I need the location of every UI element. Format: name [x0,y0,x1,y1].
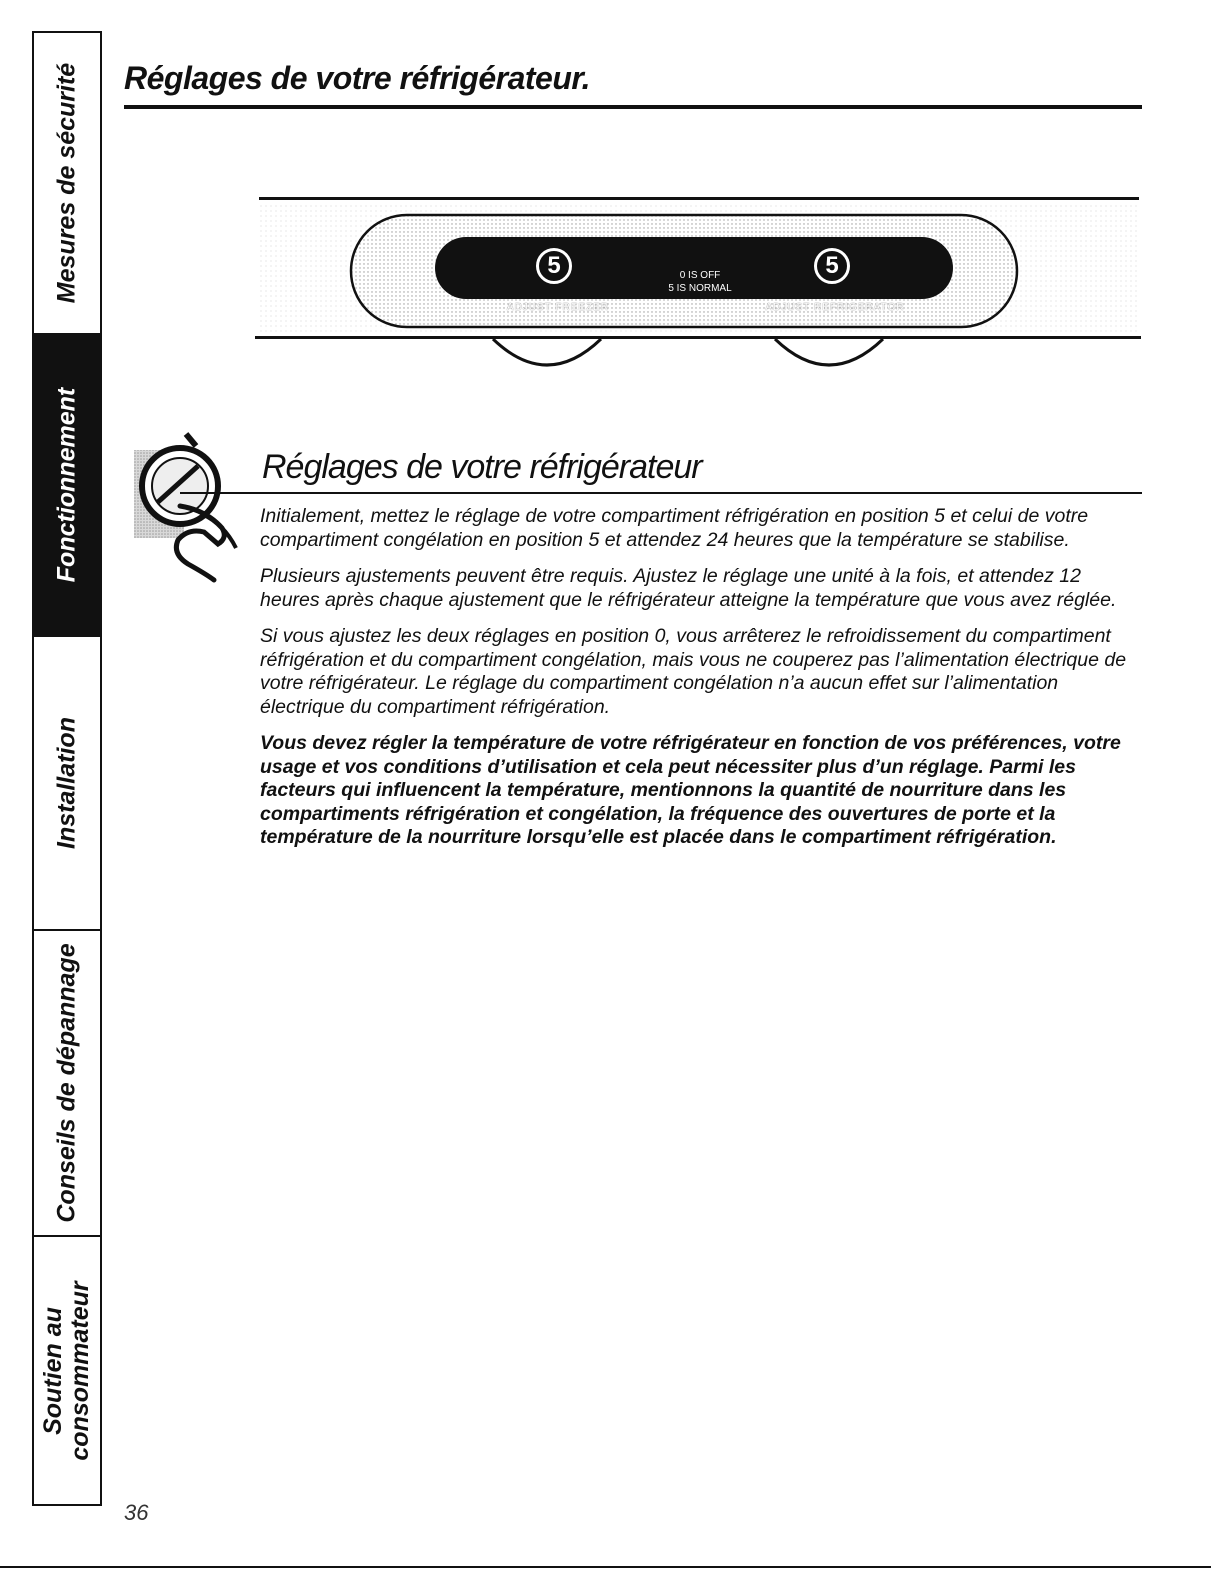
tab-mesures-de-securite[interactable] [34,33,100,335]
fridge-dial[interactable] [814,248,850,284]
control-panel-illustration [255,195,1141,385]
paragraph-preferences: Vous devez régler la température de votre réfrigérateur en fonction de vos préférences, votre usage et vos conditions d’utilisation et cela peut nécessiter plus d’un réglage. Parmi les facteurs qui influencent la température, mentionnons la quantité de nourriture dans les compartiments réfrigération et congélation, la fréquence des ouvertures de porte et la température de la nourriture lorsqu’elle est placée dans le compartiment réfrigération. [260,732,1121,848]
dial-legend [650,269,750,295]
tab-label: Conseils de dépannage [52,943,81,1223]
page-number: 36 [124,1500,149,1525]
tab-label: Fonctionnement [52,387,81,583]
tab-label [40,1281,94,1460]
tab-conseils-de-depannage[interactable] [34,931,100,1237]
hand-turning-dial-icon [128,428,240,588]
paragraph-adjustments: Plusieurs ajustements peuvent être requis. Ajustez le réglage une unité à la fois, et attendez 12 heures après chaque ajustement que le réfrigérateur atteigne la température que vous avez réglée. [260,565,1117,611]
legend-line-normal: 5 IS NORMAL [668,283,732,294]
fridge-label: ADJUST REFRIGERATOR [765,302,905,313]
paragraph-initial-setting: Initialement, mettez le réglage de votre compartiment réfrigération en position 5 et celui de votre compartiment congélation en position 5 et attendez 24 heures que la température se stabilise. [260,505,1089,551]
tab-soutien-au-consommateur[interactable] [34,1237,100,1504]
section-title: Réglages de votre réfrigérateur [262,448,702,486]
bottom-divider [0,1566,1211,1568]
tab-label-line1: Soutien au [39,1306,67,1435]
title-divider [124,105,1142,109]
page-title: Réglages de votre réfrigérateur. [124,60,590,96]
tab-label: Mesures de sécurité [52,62,81,304]
legend-line-off: 0 IS OFF [679,270,721,281]
tab-label: Installation [52,717,81,849]
section-tabs [32,31,102,1506]
tab-installation[interactable] [34,637,100,931]
freezer-dial-value: 5 [547,252,561,279]
fridge-dial-value: 5 [825,252,839,279]
section-body [260,505,1144,863]
tab-label-line2: consommateur [66,1280,94,1461]
paragraph-position-zero: Si vous ajustez les deux réglages en position 0, vous arrêterez le refroidissement du compartiment réfrigération et du compartiment congélation, mais vous ne couperez pas l’alimentation électrique de votre réfrigérateur. Le réglage du compartiment congélation n’a aucun effet sur l’alimentation électrique du compartiment réfrigération. [260,625,1127,718]
freezer-label: ADJUST FREEZER [506,302,610,313]
section-divider [180,492,1142,494]
freezer-dial[interactable] [536,248,572,284]
tab-fonctionnement[interactable] [34,335,100,637]
